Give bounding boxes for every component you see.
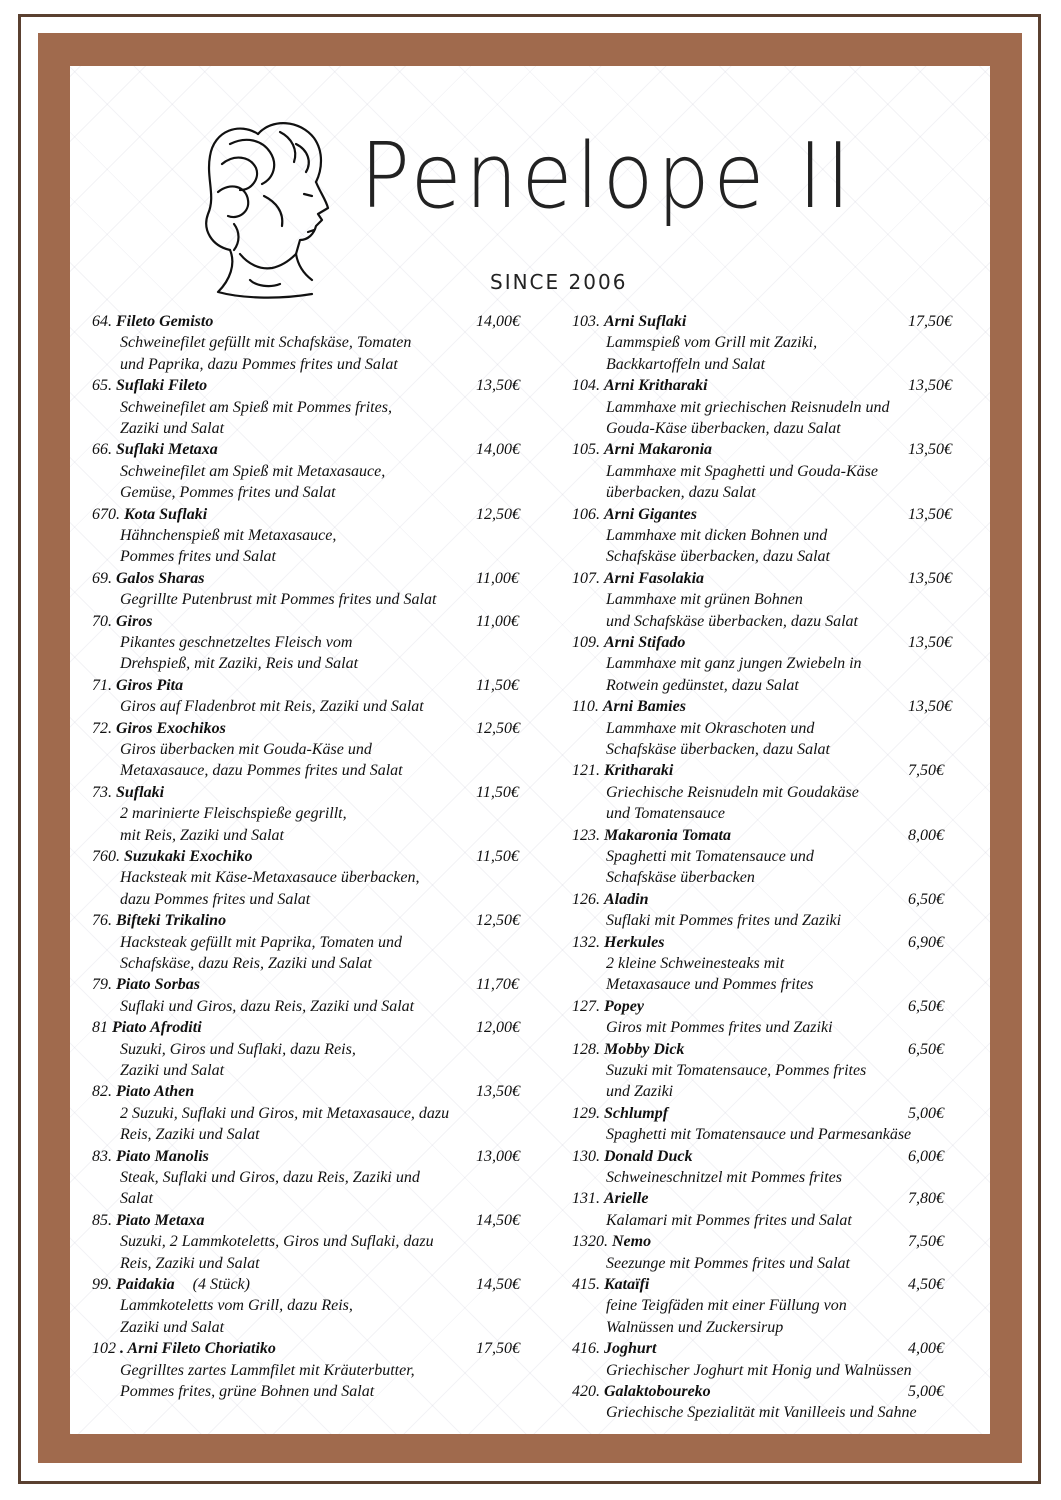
menu-item-price: 11,00€: [476, 569, 519, 587]
menu-item-name: Kataïfi: [604, 1276, 650, 1294]
menu-item-price: 6,90€: [908, 933, 944, 951]
menu-item: [92, 675, 532, 718]
menu-item-number: 99.: [92, 1276, 112, 1294]
menu-item-header: [92, 910, 532, 931]
menu-item-price: 13,50€: [908, 441, 952, 459]
menu-item-description: und Tomatensauce: [606, 805, 725, 823]
menu-item-price: 13,50€: [908, 505, 952, 523]
menu-item-price: 13,50€: [908, 698, 952, 716]
menu-item-name: Makaronia Tomata: [604, 826, 731, 844]
menu-item-header: [572, 568, 982, 589]
menu-item-description: feine Teigfäden mit einer Füllung von: [606, 1297, 847, 1315]
menu-item-name: Galaktoboureko: [604, 1383, 711, 1401]
menu-item-quantity: (4 Stück): [192, 1276, 250, 1294]
menu-item-description: Suzuki, 2 Lammkoteletts, Giros und Suflaki, dazu: [120, 1233, 434, 1251]
menu-item-description: 2 Suzuki, Suflaki und Giros, mit Metaxasauce, dazu: [120, 1104, 450, 1122]
menu-item: [572, 568, 982, 632]
menu-item-description: Gemüse, Pommes frites und Salat: [120, 484, 336, 502]
menu-item: [92, 846, 532, 910]
menu-item-header: [572, 632, 982, 653]
menu-item-description: Gouda-Käse überbacken, dazu Salat: [606, 420, 841, 437]
menu-item-number: 71.: [92, 676, 112, 694]
menu-item-number: 126.: [572, 890, 600, 908]
menu-item-description: 2 kleine Schweinesteaks mit: [606, 955, 785, 973]
menu-item-number: 128.: [572, 1040, 600, 1058]
menu-item-header: [92, 311, 532, 332]
menu-item-price: 6,00€: [908, 1147, 944, 1165]
menu-item-header: [572, 439, 982, 460]
menu-item-description: Drehspieß, mit Zaziki, Reis und Salat: [120, 655, 359, 673]
menu-item-name: Arni Bamies: [602, 698, 686, 716]
menu-item-number: 416.: [572, 1340, 600, 1358]
menu-item-number: 102: [92, 1340, 116, 1358]
menu-item-name: Paidakia: [116, 1276, 175, 1294]
menu-item-number: 106.: [572, 505, 600, 523]
menu-item-header: [92, 375, 532, 396]
menu-item-name: Arni Kritharaki: [604, 377, 708, 395]
menu-item-price: 4,00€: [908, 1340, 944, 1358]
menu-item-name: Bifteki Trikalino: [116, 912, 227, 930]
menu-item-name: . Arni Fileto Choriatiko: [120, 1340, 276, 1358]
menu-item-description: Griechische Reisnudeln mit Goudakäse: [606, 783, 859, 801]
menu-item: [572, 996, 982, 1039]
menu-item-name: Giros Exochikos: [116, 719, 226, 737]
menu-item-header: [572, 311, 982, 332]
menu-item-name: Joghurt: [604, 1340, 657, 1358]
menu-item: [92, 311, 532, 375]
menu-item-description: Steak, Suflaki und Giros, dazu Reis, Zaziki und: [120, 1169, 420, 1187]
menu-item-price: 11,00€: [476, 612, 519, 630]
menu-item-description: Giros auf Fladenbrot mit Reis, Zaziki und Salat: [120, 698, 424, 716]
menu-item-name: Piato Metaxa: [116, 1211, 205, 1229]
menu-item: [572, 1231, 982, 1274]
menu-item-header: [92, 1081, 532, 1102]
menu-item: [572, 889, 982, 932]
menu-item-header: [572, 1103, 982, 1124]
menu-item-name: Suflaki: [116, 783, 165, 801]
menu-item-name: Piato Sorbas: [116, 976, 201, 994]
menu-item-price: 13,50€: [476, 1083, 520, 1101]
menu-item-name: Arni Gigantes: [604, 505, 697, 523]
menu-item-number: 760.: [92, 848, 120, 866]
menu-item-number: 65.: [92, 377, 112, 395]
menu-item-header: [92, 974, 532, 995]
menu-item-price: 13,00€: [476, 1147, 520, 1165]
menu-item-price: 12,00€: [476, 1019, 520, 1037]
menu-item: [92, 1017, 532, 1081]
menu-item-name: Popey: [604, 997, 644, 1015]
menu-item-number: 420.: [572, 1383, 600, 1401]
menu-item-header: [92, 1274, 532, 1295]
menu-item-price: 12,50€: [476, 912, 520, 930]
menu-item-description: Schafskäse überbacken, dazu Salat: [606, 741, 830, 759]
menu-item-price: 11,50€: [476, 676, 519, 694]
menu-item-description: Schweinefilet am Spieß mit Pommes frites,: [120, 398, 392, 416]
menu-item-description: Walnüssen und Zuckersirup: [606, 1318, 784, 1336]
menu-item: [572, 932, 982, 996]
menu-item-description: Zaziki und Salat: [120, 1062, 225, 1080]
menu-item-name: Piato Afroditi: [112, 1019, 202, 1037]
logo: [200, 104, 900, 304]
menu-item-name: Kritharaki: [604, 762, 674, 780]
menu-item: [92, 375, 532, 439]
menu-item-name: Suflaki Fileto: [116, 377, 208, 395]
menu-item-header: [92, 1210, 532, 1231]
menu-item: [92, 1146, 532, 1210]
menu-item-header: [572, 825, 982, 846]
menu-item-header: [572, 1188, 982, 1209]
menu-item-description: Gegrilltes zartes Lammfilet mit Kräuterbutter,: [120, 1361, 415, 1379]
menu-item-name: Arni Fasolakia: [604, 569, 705, 587]
menu-item-price: 6,50€: [908, 890, 944, 908]
menu-item: [92, 1274, 532, 1338]
menu-column-left: [92, 311, 532, 1402]
menu-item-header: [572, 1338, 982, 1359]
menu-item-number: 132.: [572, 933, 600, 951]
menu-item-number: 70.: [92, 612, 112, 630]
menu-item: [92, 568, 532, 611]
menu-item-description: Lammhaxe mit ganz jungen Zwiebeln in: [606, 655, 862, 673]
menu-item-header: [572, 1231, 982, 1252]
menu-item-price: 4,50€: [908, 1276, 944, 1294]
menu-item: [572, 1039, 982, 1103]
menu-item-name: Giros Pita: [116, 676, 184, 694]
menu-item-price: 17,50€: [908, 313, 952, 330]
menu-item-price: 7,50€: [908, 1233, 944, 1251]
menu-item-number: 72.: [92, 719, 112, 737]
menu-item-name: Galos Sharas: [116, 569, 205, 587]
menu-item-price: 17,50€: [476, 1340, 520, 1358]
menu-item-header: [92, 718, 532, 739]
menu-item-number: 131.: [572, 1190, 600, 1208]
menu-item-name: Suzukaki Exochiko: [124, 848, 253, 866]
menu-item-number: 76.: [92, 912, 112, 930]
menu-item-number: 81: [92, 1019, 108, 1037]
menu-item-description: Lammhaxe mit grünen Bohnen: [606, 591, 803, 609]
menu-item-price: 12,50€: [476, 505, 520, 523]
menu-item-header: [572, 760, 982, 781]
menu-item-number: 110.: [572, 698, 599, 716]
menu-item-description: Backkartoffeln und Salat: [606, 355, 766, 373]
menu-item: [572, 825, 982, 889]
menu-item-description: Gegrillte Putenbrust mit Pommes frites und Salat: [120, 591, 437, 609]
menu-item-description: Lammhaxe mit Spaghetti und Gouda-Käse: [606, 462, 878, 480]
menu-item-header: [92, 846, 532, 867]
menu-item-description: Schweineschnitzel mit Pommes frites: [606, 1169, 842, 1187]
menu-item: [572, 1188, 982, 1231]
menu-item-description: Lammhaxe mit Okraschoten und: [606, 719, 815, 737]
menu-item-price: 5,00€: [908, 1383, 944, 1401]
menu-item-name: Giros: [116, 612, 153, 630]
menu-item-price: 8,00€: [908, 826, 944, 844]
menu-item-header: [92, 439, 532, 460]
menu-item-name: Donald Duck: [604, 1147, 693, 1165]
menu-item-description: Kalamari mit Pommes frites und Salat: [606, 1211, 852, 1229]
menu-item-price: 13,50€: [908, 377, 952, 395]
menu-item-number: 69.: [92, 569, 112, 587]
menu-item: [572, 1146, 982, 1189]
menu-item-header: [572, 996, 982, 1017]
menu-item-description: Giros überbacken mit Gouda-Käse und: [120, 741, 372, 758]
menu-item: [92, 718, 532, 782]
menu-item-description: Lammhaxe mit griechischen Reisnudeln und: [606, 398, 890, 416]
menu-item-header: [572, 1274, 982, 1295]
menu-item-description: und Zaziki: [606, 1083, 674, 1101]
greek-woman-profile-icon: [200, 104, 340, 304]
menu-item: [572, 1381, 982, 1424]
menu-item-header: [572, 375, 982, 396]
brand-name: Penelope II: [360, 124, 855, 229]
menu-item-header: [92, 1146, 532, 1167]
menu-item-name: Nemo: [612, 1233, 652, 1251]
menu-item: [92, 782, 532, 846]
menu-item-description: und Paprika, dazu Pommes frites und Salat: [120, 355, 398, 373]
menu-item-price: 14,50€: [476, 1276, 520, 1294]
menu-item: [572, 1338, 982, 1381]
menu-item-description: überbacken, dazu Salat: [606, 484, 756, 502]
menu-item-number: 130.: [572, 1147, 600, 1165]
menu-item-description: Zaziki und Salat: [120, 420, 225, 437]
menu-item-number: 670.: [92, 505, 120, 523]
menu-item-name: Piato Athen: [116, 1083, 195, 1101]
menu-item-header: [92, 1017, 532, 1038]
menu-item-price: 14,50€: [476, 1211, 520, 1229]
menu-item: [92, 910, 532, 974]
menu-item: [572, 375, 982, 439]
menu-item-number: 123.: [572, 826, 600, 844]
menu-item: [572, 1274, 982, 1338]
menu-item-header: [92, 611, 532, 632]
menu-item-number: 103.: [572, 313, 600, 330]
menu-item-description: Hacksteak mit Käse-Metaxasauce überbacken,: [120, 869, 420, 887]
menu-item: [572, 1103, 982, 1146]
menu-item-price: 7,80€: [908, 1190, 944, 1208]
menu-item-number: 66.: [92, 441, 112, 459]
menu-item-name: Mobby Dick: [604, 1040, 685, 1058]
menu-item-description: Schafskäse, dazu Reis, Zaziki und Salat: [120, 955, 372, 973]
menu-item-description: Rotwein gedünstet, dazu Salat: [606, 676, 799, 694]
menu-item: [92, 504, 532, 568]
menu-item-number: 104.: [572, 377, 600, 395]
menu-item-description: Griechischer Joghurt mit Honig und Walnüssen: [606, 1361, 912, 1379]
menu-item-description: Reis, Zaziki und Salat: [120, 1126, 260, 1144]
menu-item-description: Suzuki, Giros und Suflaki, dazu Reis,: [120, 1040, 356, 1058]
menu-item-price: 6,50€: [908, 997, 944, 1015]
menu-item-description: Suflaki mit Pommes frites und Zaziki: [606, 912, 842, 930]
menu-item: [572, 632, 982, 696]
menu-item-number: 107.: [572, 569, 600, 587]
menu-item-description: Lammkoteletts vom Grill, dazu Reis,: [120, 1297, 353, 1315]
menu-item-number: 415.: [572, 1276, 600, 1294]
menu-item-number: 83.: [92, 1147, 112, 1165]
menu-item-number: 105.: [572, 441, 600, 459]
menu-item: [92, 1210, 532, 1274]
menu-item-description: Spaghetti mit Tomatensauce und Parmesankäse: [606, 1126, 912, 1144]
menu-item-header: [92, 568, 532, 589]
menu-item: [572, 760, 982, 824]
menu-item-description: Schweinefilet am Spieß mit Metaxasauce,: [120, 462, 386, 480]
menu-item-price: 13,50€: [908, 634, 952, 652]
menu-item-description: Lammhaxe mit dicken Bohnen und: [606, 527, 828, 544]
menu-item-header: [92, 675, 532, 696]
menu-item-name: Fileto Gemisto: [116, 313, 214, 330]
menu-item-number: 64.: [92, 313, 112, 330]
menu-item-number: 121.: [572, 762, 600, 780]
menu-item-description: Pommes frites, grüne Bohnen und Salat: [120, 1383, 375, 1401]
menu-item-price: 6,50€: [908, 1040, 944, 1058]
menu-item-description: dazu Pommes frites und Salat: [120, 890, 311, 908]
menu-item-description: Hähnchenspieß mit Metaxasauce,: [120, 527, 337, 544]
menu-item-price: 13,50€: [476, 377, 520, 395]
menu-item-name: Arni Suflaki: [604, 313, 687, 330]
menu-item-number: 82.: [92, 1083, 112, 1101]
menu-item: [92, 1338, 532, 1402]
menu-item-header: [92, 504, 532, 525]
menu-item-price: 5,00€: [908, 1104, 944, 1122]
menu-item-name: Aladin: [604, 890, 649, 908]
menu-item-name: Kota Suflaki: [124, 505, 208, 523]
menu-item-description: Metaxasauce und Pommes frites: [606, 976, 814, 994]
menu-item-description: Schafskäse überbacken: [606, 869, 755, 887]
menu-item-description: Suzuki mit Tomatensauce, Pommes frites: [606, 1062, 867, 1080]
menu-item-header: [572, 1381, 982, 1402]
menu-item-description: Schafskäse überbacken, dazu Salat: [606, 548, 830, 566]
menu-item-price: 12,50€: [476, 719, 520, 737]
menu-item-name: Suflaki Metaxa: [116, 441, 218, 459]
menu-item-description: Zaziki und Salat: [120, 1318, 225, 1336]
menu-item-name: Arielle: [604, 1190, 649, 1208]
menu-item-description: Lammspieß vom Grill mit Zaziki,: [606, 334, 818, 352]
menu-item-description: Giros mit Pommes frites und Zaziki: [606, 1019, 833, 1037]
menu-item-header: [92, 1338, 532, 1359]
menu-item-name: Piato Manolis: [116, 1147, 209, 1165]
menu-item-description: Schweinefilet gefüllt mit Schafskäse, Tomaten: [120, 334, 412, 352]
menu-item-price: 11,70€: [476, 976, 519, 994]
menu-item-name: Herkules: [604, 933, 665, 951]
menu-column-right: [572, 311, 982, 1424]
menu-item-description: Suflaki und Giros, dazu Reis, Zaziki und Salat: [120, 997, 415, 1015]
menu-item-number: 79.: [92, 976, 112, 994]
menu-item-price: 14,00€: [476, 441, 520, 459]
menu-item: [572, 696, 982, 760]
menu-item-description: Pikantes geschnetzeltes Fleisch vom: [120, 634, 353, 651]
menu-item-number: 109.: [572, 634, 600, 652]
menu-item-description: mit Reis, Zaziki und Salat: [120, 826, 284, 844]
menu-item: [92, 1081, 532, 1145]
menu-item-name: Arni Makaronia: [604, 441, 713, 459]
menu-item-header: [92, 782, 532, 803]
menu-item-description: Salat: [120, 1190, 153, 1208]
menu-item-header: [572, 932, 982, 953]
menu-item: [572, 311, 982, 375]
menu-item-description: Pommes frites und Salat: [120, 548, 276, 566]
menu-item-description: Griechische Spezialität mit Vanilleeis und Sahne: [606, 1404, 917, 1422]
menu-item: [92, 611, 532, 675]
menu-item-name: Schlumpf: [604, 1104, 669, 1122]
menu-item: [92, 974, 532, 1017]
menu-item-number: 85.: [92, 1211, 112, 1229]
menu-item-name: Arni Stifado: [604, 634, 686, 652]
menu-item-price: 13,50€: [908, 569, 952, 587]
menu-item-header: [572, 504, 982, 525]
menu-item-description: Spaghetti mit Tomatensauce und: [606, 848, 814, 866]
menu-item-description: Metaxasauce, dazu Pommes frites und Salat: [120, 762, 403, 780]
menu-item-description: Hacksteak gefüllt mit Paprika, Tomaten und: [120, 933, 403, 951]
menu-item-header: [572, 889, 982, 910]
menu-item: [572, 439, 982, 503]
menu-item: [92, 439, 532, 503]
menu-item-number: 129.: [572, 1104, 600, 1122]
menu-item-description: Seezunge mit Pommes frites und Salat: [606, 1254, 850, 1272]
menu-item-header: [572, 696, 982, 717]
menu-item-price: 11,50€: [476, 848, 519, 866]
menu-item-header: [572, 1146, 982, 1167]
menu-item-number: 73.: [92, 783, 112, 801]
menu-item-price: 14,00€: [476, 313, 520, 330]
menu-item: [572, 504, 982, 568]
since-label: SINCE 2006: [490, 270, 628, 294]
menu-item-header: [572, 1039, 982, 1060]
menu-item-number: 1320.: [572, 1233, 608, 1251]
menu-item-price: 11,50€: [476, 783, 519, 801]
menu-item-price: 7,50€: [908, 762, 944, 780]
menu-item-description: 2 marinierte Fleischspieße gegrillt,: [120, 805, 347, 823]
menu-item-description: und Schafskäse überbacken, dazu Salat: [606, 612, 858, 630]
menu-item-number: 127.: [572, 997, 600, 1015]
menu-item-description: Reis, Zaziki und Salat: [120, 1254, 260, 1272]
